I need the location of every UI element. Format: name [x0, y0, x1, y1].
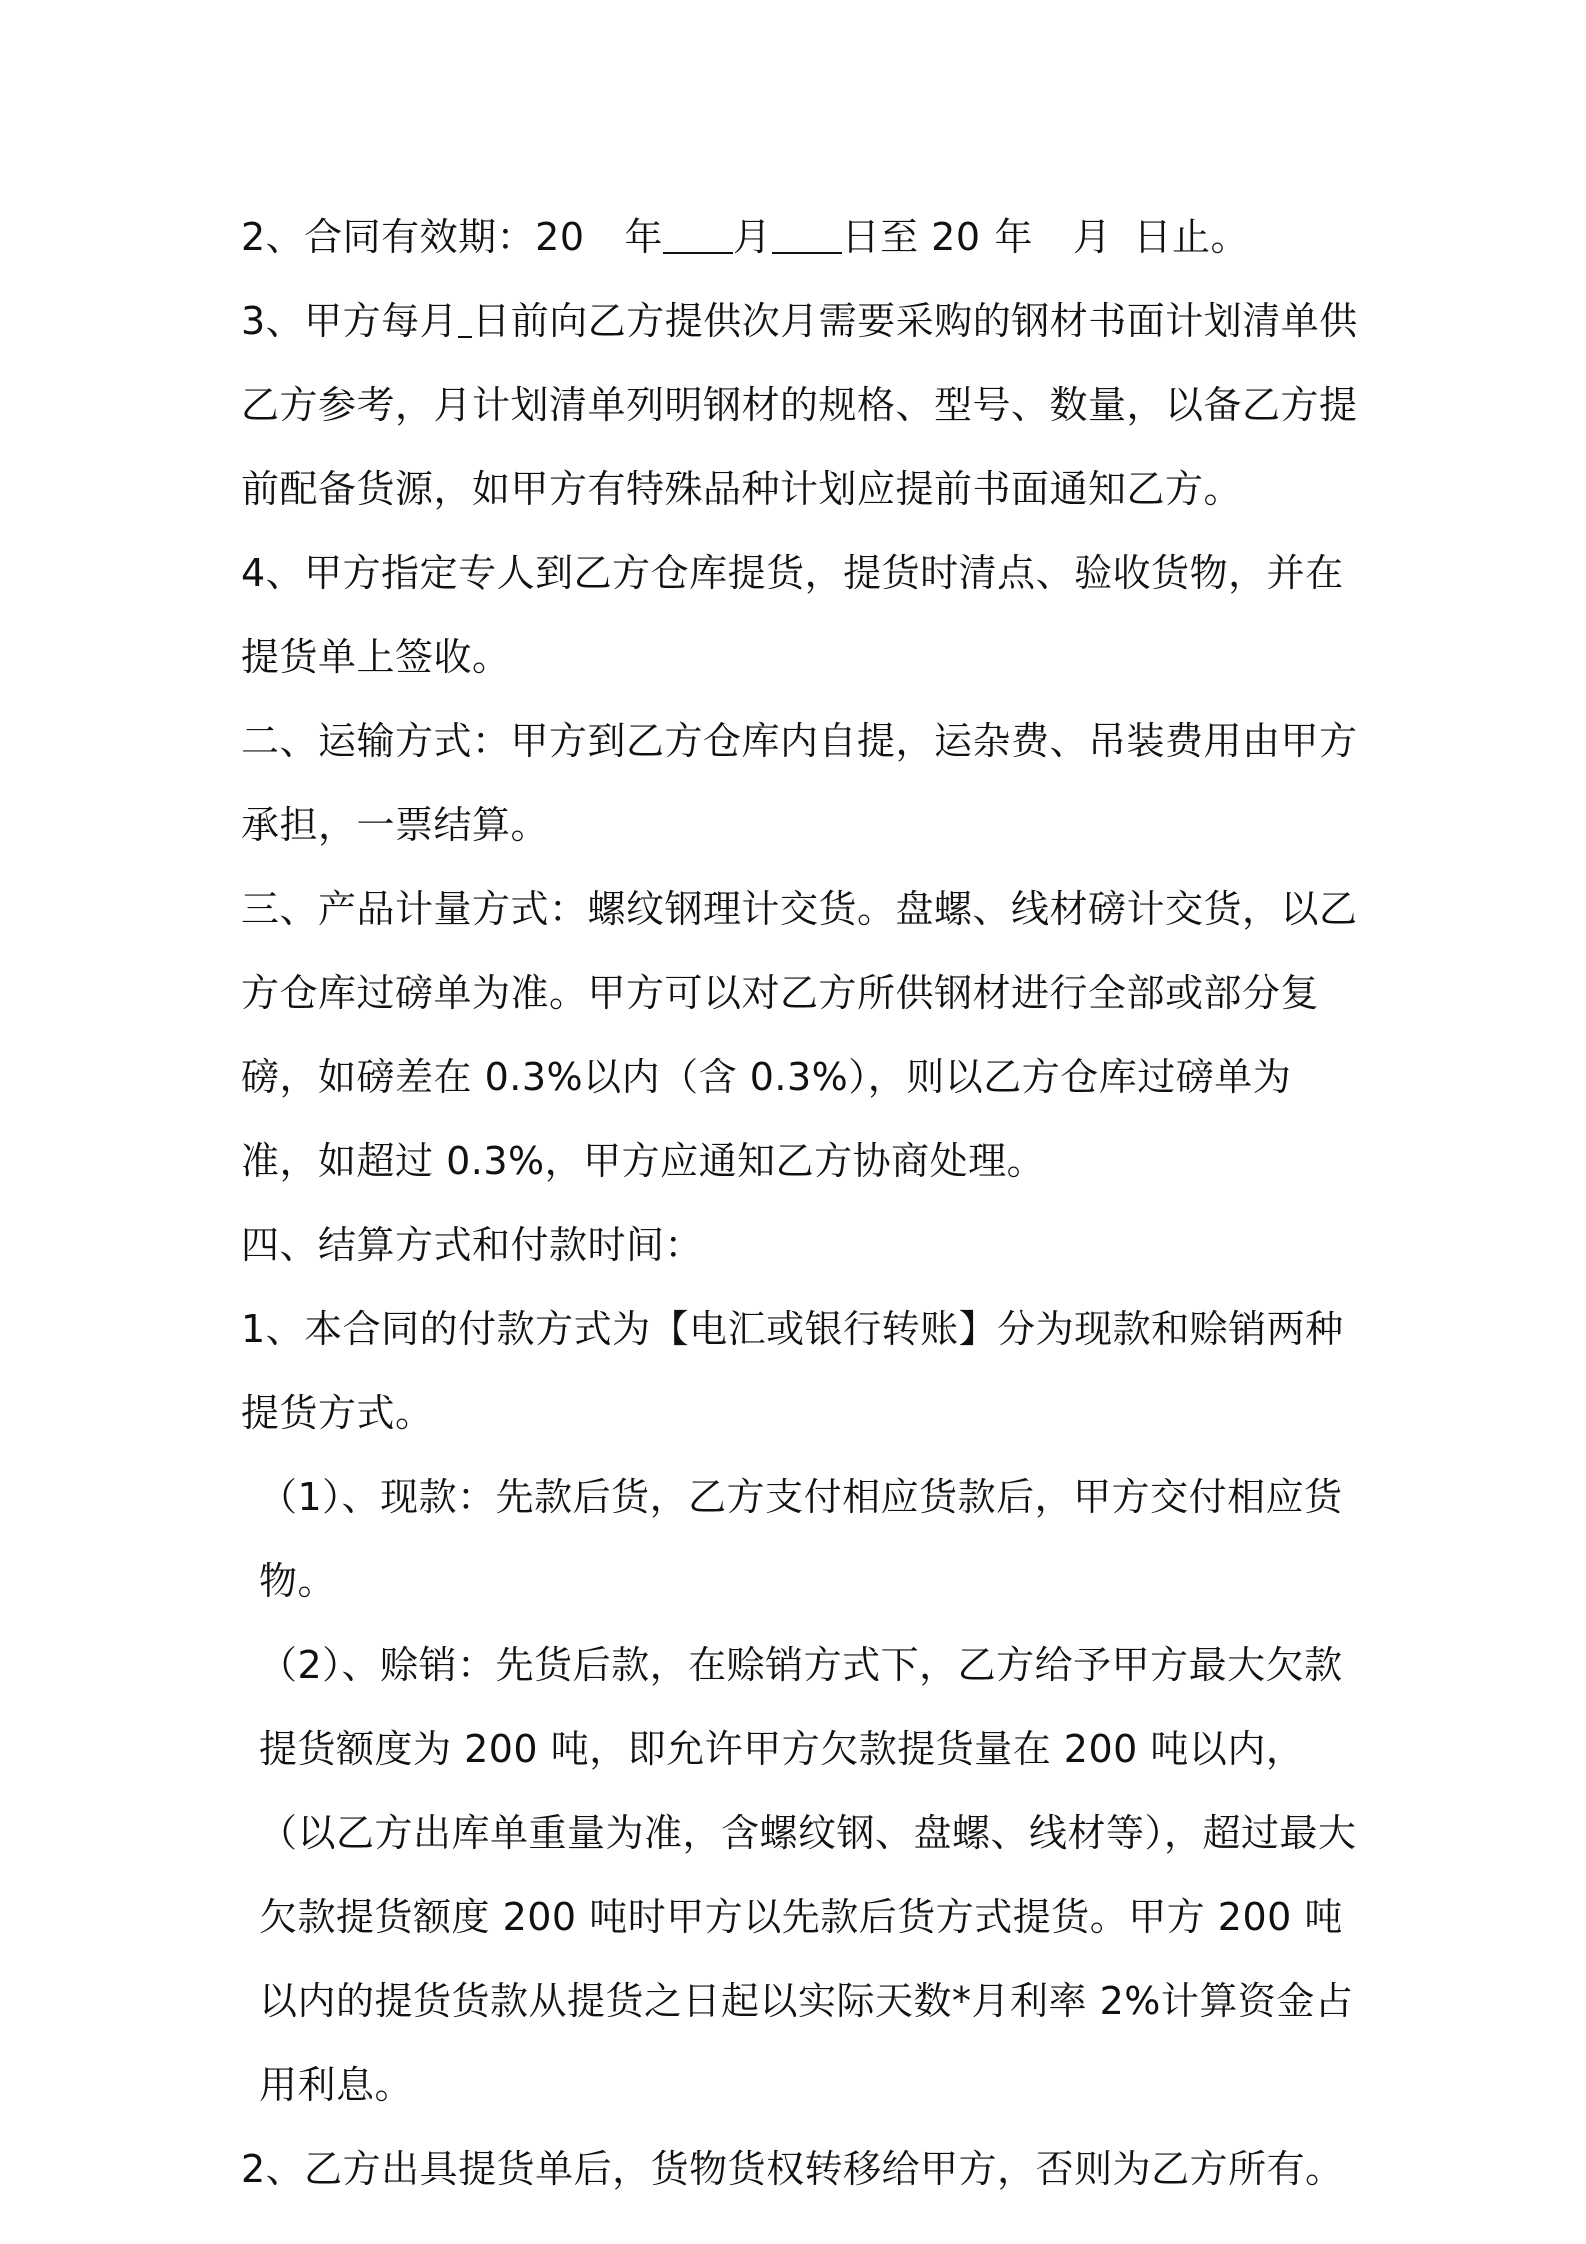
month-blank-line [663, 212, 733, 254]
section-transport: 二、运输方式：甲方到乙方仓库内自提，运杂费、吊装费用由甲方承担，一票结算。 [241, 719, 1358, 847]
validity-year-label: 年 [624, 215, 664, 259]
clause-title-transfer: 2、乙方出具提货单后，货物货权转移给甲方，否则为乙方所有。 [241, 2147, 1344, 2191]
validity-month2-label: 月 [1073, 215, 1112, 259]
clause-cash-payment: （1）、现款：先款后货，乙方支付相应货款后，甲方交付相应货物。 [259, 1475, 1343, 1603]
clause-monthly-plan [241, 279, 1361, 531]
clause-pickup: 4、甲方指定专人到乙方仓库提货，提货时清点、验收货物，并在提货单上签收。 [241, 551, 1344, 679]
day-blank-line [772, 212, 842, 254]
clause-payment-method: 1、本合同的付款方式为【电汇或银行转账】分为现款和赊销两种提货方式。 [241, 1307, 1344, 1435]
validity-prefix: 2、合同有效期：20 [241, 215, 585, 259]
validity-end-label: 日止。 [1133, 215, 1250, 259]
document-body [241, 195, 1361, 2211]
section-measurement: 三、产品计量方式：螺纹钢理计交货。盘螺、线材磅计交货，以乙方仓库过磅单为准。甲方可以对乙方所供钢材进行全部或部分复磅，如磅差在 0.3%以内（含 0.3%），则以乙方仓库过磅单为准，如超过 0.3%，甲方应通知乙方协商处理。 [241, 887, 1358, 1183]
clause-credit-sale: （2）、赊销：先货后款，在赊销方式下，乙方给予甲方最大欠款提货额度为 200 吨，即允许甲方欠款提货量在 200 吨以内，（以乙方出库单重量为准，含螺纹钢、盘螺、线材等），超过最大欠款提货额度 200 吨时甲方以先款后货方式提货。甲方 200 吨以内的提货货款从提货之日起以实际天数*月利率 2%计算资金占用利息。 [259, 1643, 1357, 2107]
monthly-plan-text: 日前向乙方提供次月需要采购的钢材书面计划清单供乙方参考，月计划清单列明钢材的规格、型号、数量，以备乙方提前配备货源，如甲方有特殊品种计划应提前书面通知乙方。 [241, 299, 1358, 511]
validity-year2-label: 年 [994, 215, 1034, 259]
clause-validity-period [241, 195, 1361, 279]
validity-month-label: 月 [733, 215, 772, 259]
validity-day-to-label: 日至 20 [841, 215, 981, 259]
monthly-plan-prefix: 3、甲方每月 [241, 299, 459, 343]
date-blank-line [458, 296, 472, 338]
section-settlement-heading: 四、结算方式和付款时间： [241, 1223, 704, 1267]
